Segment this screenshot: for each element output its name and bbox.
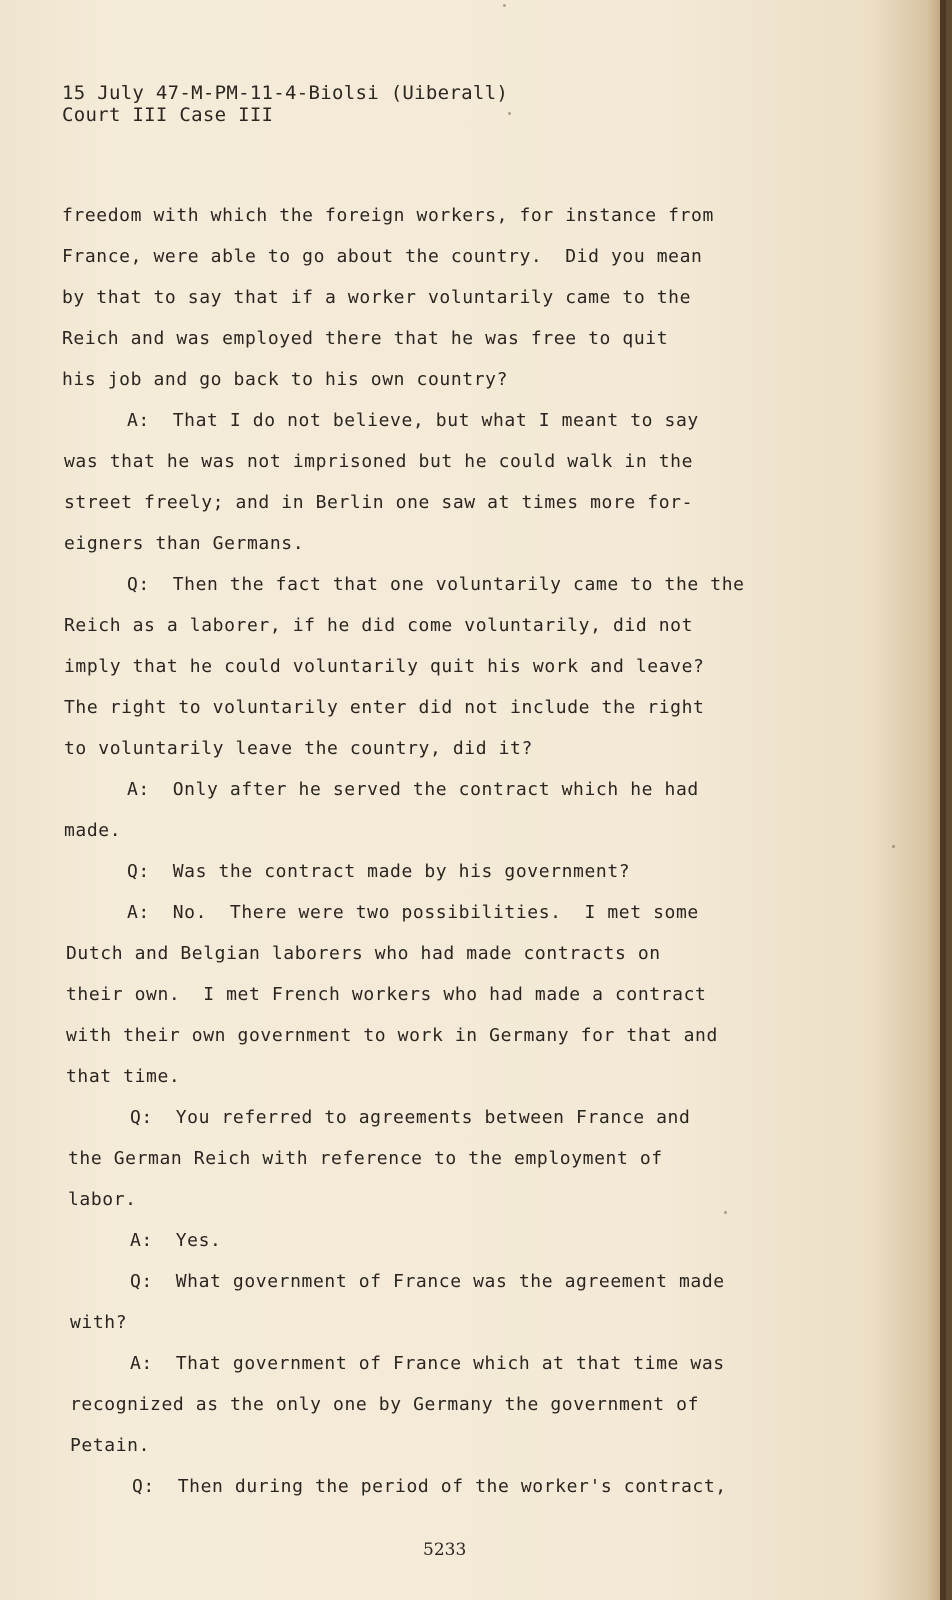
body-line: freedom with which the foreign workers, for instance from xyxy=(62,205,714,226)
body-line: Reich and was employed there that he was free to quit xyxy=(62,328,669,349)
body-line: imply that he could voluntarily quit his work and leave? xyxy=(64,656,705,677)
paper-speck xyxy=(503,4,506,7)
body-line: made. xyxy=(64,820,122,841)
body-line: The right to voluntarily enter did not include the right xyxy=(64,697,705,718)
answer-line: A: That government of France which at that time was xyxy=(130,1353,725,1374)
page-edge-shadow xyxy=(940,0,946,1600)
body-line: recognized as the only one by Germany the government of xyxy=(70,1394,700,1415)
body-line: by that to say that if a worker voluntarily came to the xyxy=(62,287,692,308)
body-line: street freely; and in Berlin one saw at times more for- xyxy=(64,492,694,513)
answer-line: A: No. There were two possibilities. I met some xyxy=(127,902,699,923)
paper-speck xyxy=(892,845,895,848)
question-line: Q: You referred to agreements between France and xyxy=(130,1107,691,1128)
question-line: Q: Was the contract made by his government? xyxy=(127,861,631,882)
body-line: Dutch and Belgian laborers who had made contracts on xyxy=(66,943,661,964)
body-line: eigners than Germans. xyxy=(64,533,305,554)
header-line-2: Court III Case III xyxy=(62,104,274,126)
body-line: Petain. xyxy=(70,1435,151,1456)
page-number: 5233 xyxy=(423,1540,467,1560)
body-line: Reich as a laborer, if he did come voluntarily, did not xyxy=(64,615,694,636)
body-line: his job and go back to his own country? xyxy=(62,369,509,390)
answer-line: A: That I do not believe, but what I meant to say xyxy=(127,410,699,431)
body-line: France, were able to go about the country. Did you mean xyxy=(62,246,703,267)
question-line: Q: Then the fact that one voluntarily came to the the xyxy=(127,574,745,595)
body-line: labor. xyxy=(68,1189,137,1210)
paper-speck xyxy=(508,112,511,115)
body-line: to voluntarily leave the country, did it? xyxy=(64,738,533,759)
body-line: the German Reich with reference to the employment of xyxy=(68,1148,663,1169)
header-line-1: 15 July 47-M-PM-11-4-Biolsi (Uiberall) xyxy=(62,82,509,104)
answer-line: A: Only after he served the contract which he had xyxy=(127,779,699,800)
body-line: with their own government to work in Germany for that and xyxy=(66,1025,718,1046)
question-line: Q: Then during the period of the worker's contract, xyxy=(132,1476,727,1497)
body-line: with? xyxy=(70,1312,128,1333)
answer-line: A: Yes. xyxy=(130,1230,222,1251)
body-line: that time. xyxy=(66,1066,181,1087)
paper-speck xyxy=(724,1211,727,1214)
body-line: their own. I met French workers who had made a contract xyxy=(66,984,707,1005)
document-header xyxy=(62,82,508,126)
question-line: Q: What government of France was the agreement made xyxy=(130,1271,725,1292)
body-line: was that he was not imprisoned but he could walk in the xyxy=(64,451,694,472)
